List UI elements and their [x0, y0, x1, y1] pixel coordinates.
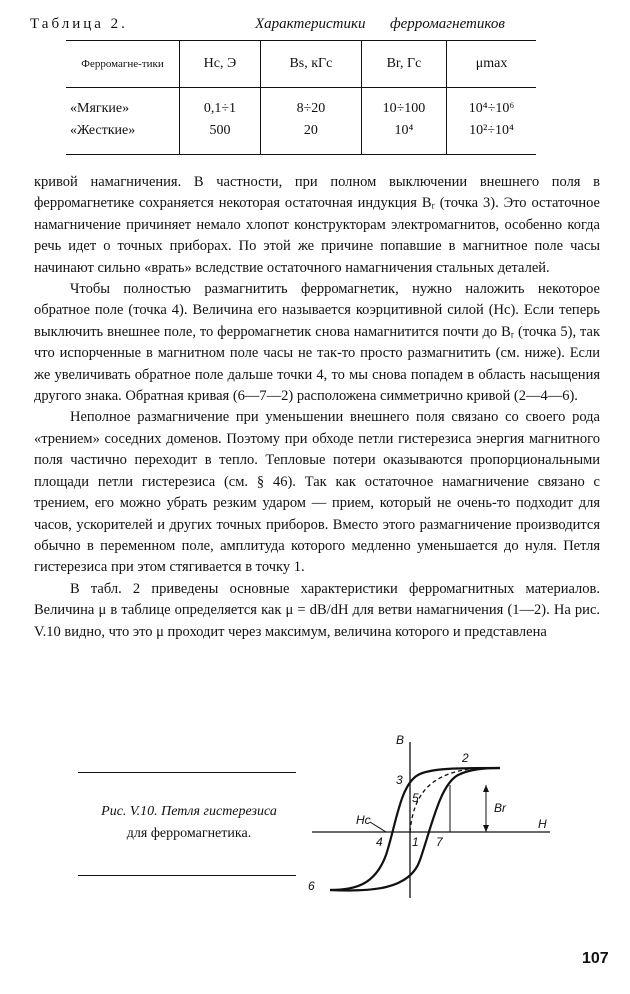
label-point-3: 3 [396, 773, 403, 787]
cell-mumax: 10²÷10⁴ [447, 120, 536, 155]
paragraph-3: Неполное размагничение при уменьшении внешнего поля связано со своего рода «трением» соседних доменов. Поэтому при обходе петли гистерезиса энергия магнитного поля частично переходит в тепло. Тепловые потери оказываются пропорциональными площади петли гистерезиса (см. § 46). Так как остаточное намагничение связано с трением, его можно убрать резким ударом — прием, который не очень-то подходит для часов, ускорителей и других точных приборов. Вместо этого размагничение производится обычно в переменном поле, амплитуда которого медленно уменьшается до нуля. Петля гистерезиса при этом стягивается в точку 1. [34, 409, 600, 576]
cell-br: 10÷100 [361, 88, 446, 121]
paragraph-1: кривой намагничения. В частности, при полном выключении внешнего поля в ферромагнетике сохраняется некоторая остаточная индукция Bᵣ (точка 3). Это остаточное намагничение причиняет немало хлопот конструкторам электромагнитов, особенно когда речь идет о точных приборах. По этой же причине попавшие в магнитное поле часы начинают сильно «врать» вследствие остаточного намагничения стальных деталей. [34, 174, 600, 276]
hc-leader [370, 822, 386, 832]
figure-caption [78, 772, 300, 876]
table-row [66, 88, 536, 121]
header-bs: Bs, кГс [260, 41, 361, 88]
cell-br: 10⁴ [361, 120, 446, 155]
paragraph-4: В табл. 2 приведены основные характеристики ферромагнитных материалов. Величина μ в таблице определяется как μ = dB/dH для ветви намагничения (1—2). На рис. V.10 видно, что это μ проходит через максимум, величина которого и представлена [34, 580, 600, 640]
label-b: B [396, 733, 405, 747]
table-title-b: ферромагнетиков [390, 16, 505, 32]
hysteresis-upper-branch [330, 768, 500, 890]
cell-hc: 500 [180, 120, 261, 155]
cell-material: «Мягкие» [70, 101, 130, 116]
header-br: Br, Гс [361, 41, 446, 88]
body-text [34, 172, 600, 643]
table-label: Таблица 2. [30, 16, 128, 32]
cell-bs: 20 [260, 120, 361, 155]
label-point-7: 7 [436, 835, 443, 849]
label-hc: Hc [356, 813, 371, 827]
caption-line-1: Рис. V.10. Петля гистерезиса [101, 804, 277, 819]
br-arrow-down [483, 825, 489, 832]
header-material: Ферромагне-тики [66, 41, 180, 88]
label-point-4: 4 [376, 835, 383, 849]
caption-rule-top [78, 772, 296, 773]
table-caption [30, 16, 590, 33]
caption-line-2: для ферромагнетика. [126, 826, 252, 841]
caption-rule-bottom [78, 875, 296, 876]
label-br: Br [494, 801, 506, 815]
cell-hc: 0,1÷1 [180, 88, 261, 121]
hysteresis-lower-branch [330, 768, 500, 891]
cell-material: «Жесткие» [66, 120, 180, 155]
paragraph-2: Чтобы полностью размагнитить ферромагнетик, нужно наложить некоторое обратное поле (точка 4). Величина его называется коэрцитивной силой (Hc). Если теперь выключить внешнее поле, то ферромагнетик снова намагнитится почти до Bᵣ (точка 5), так что испорченные в магнитном поле часы не так-то просто размагнитить (см. ниже). Если же увеличивать обратное поле дальше точки 4, то мы снова попадем в область насыщения другого знака. Обратная кривая (6—7—2) расположена симметрично кривой (2—4—6). [34, 281, 600, 405]
label-point-1: 1 [412, 835, 419, 849]
header-hc: Hc, Э [180, 41, 261, 88]
label-point-2: 2 [462, 751, 469, 765]
label-point-5: 5 [412, 791, 419, 805]
ferromagnet-table [66, 40, 536, 155]
hysteresis-figure [300, 730, 560, 900]
br-arrow-up [483, 785, 489, 792]
cell-bs: 8÷20 [260, 88, 361, 121]
table-title-a: Характеристики [255, 16, 366, 32]
page-number: 107 [582, 950, 609, 967]
table-header-row [66, 41, 536, 88]
label-h: H [538, 817, 547, 831]
label-point-6: 6 [308, 879, 315, 893]
header-mumax: μmax [447, 41, 536, 88]
table-row [66, 120, 536, 155]
cell-mumax: 10⁴÷10⁶ [447, 88, 536, 121]
